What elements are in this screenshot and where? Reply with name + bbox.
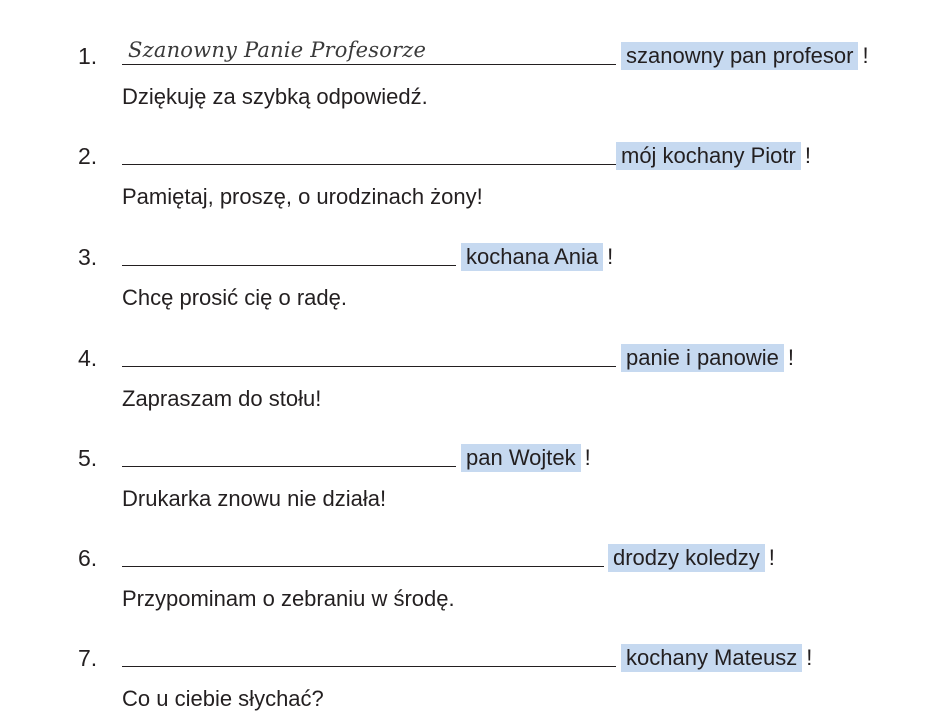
given-phrase <box>621 42 869 70</box>
exercise-item-4 <box>0 316 940 416</box>
exclamation-mark: ! <box>584 445 591 470</box>
answer-blank[interactable] <box>122 34 616 65</box>
exclamation-mark: ! <box>862 43 869 68</box>
highlighted-base-form: kochana Ania <box>461 243 603 271</box>
highlighted-base-form: kochany Mateusz <box>621 644 802 672</box>
given-phrase <box>621 344 794 372</box>
item-sentence: Pamiętaj, proszę, o urodzinach żony! <box>122 184 483 209</box>
highlighted-base-form: szanowny pan profesor <box>621 42 858 70</box>
exclamation-mark: ! <box>607 244 614 269</box>
answer-blank[interactable] <box>122 536 604 567</box>
exercise-item-3 <box>0 215 940 315</box>
highlighted-base-form: mój kochany Piotr <box>616 142 801 170</box>
highlighted-base-form: panie i panowie <box>621 344 784 372</box>
exercise-item-7 <box>0 616 940 716</box>
item-number: 5. <box>78 445 98 471</box>
given-phrase <box>461 243 613 271</box>
given-phrase <box>621 644 812 672</box>
highlighted-base-form: drodzy koledzy <box>608 544 765 572</box>
handwritten-answer: Szanowny Panie Profesorze <box>128 38 427 62</box>
answer-blank[interactable] <box>122 336 616 367</box>
exercise-item-2 <box>0 114 940 214</box>
item-sentence: Drukarka znowu nie działa! <box>122 486 387 511</box>
given-phrase <box>616 142 811 170</box>
item-sentence: Dziękuję za szybką odpowiedź. <box>122 84 428 109</box>
item-number: 6. <box>78 545 98 571</box>
highlighted-base-form: pan Wojtek <box>461 444 581 472</box>
item-sentence: Zapraszam do stołu! <box>122 386 322 411</box>
item-number: 4. <box>78 345 98 371</box>
exercise-item-5 <box>0 416 940 516</box>
item-sentence: Przypominam o zebraniu w środę. <box>122 586 455 611</box>
answer-blank[interactable] <box>122 235 456 266</box>
answer-blank[interactable] <box>122 134 616 165</box>
exclamation-mark: ! <box>806 645 813 670</box>
exercise-item-6 <box>0 516 940 616</box>
item-number: 3. <box>78 244 98 270</box>
item-sentence: Co u ciebie słychać? <box>122 686 324 711</box>
item-number: 7. <box>78 645 98 671</box>
item-number: 2. <box>78 143 98 169</box>
exclamation-mark: ! <box>787 345 795 370</box>
exclamation-mark: ! <box>804 143 811 168</box>
given-phrase <box>608 544 775 572</box>
answer-blank[interactable] <box>122 636 616 667</box>
given-phrase <box>461 444 591 472</box>
exclamation-mark: ! <box>768 545 775 570</box>
exercise-item-1 <box>0 14 940 114</box>
item-sentence: Chcę prosić cię o radę. <box>122 285 347 310</box>
item-number: 1. <box>78 43 98 69</box>
answer-blank[interactable] <box>122 436 456 467</box>
